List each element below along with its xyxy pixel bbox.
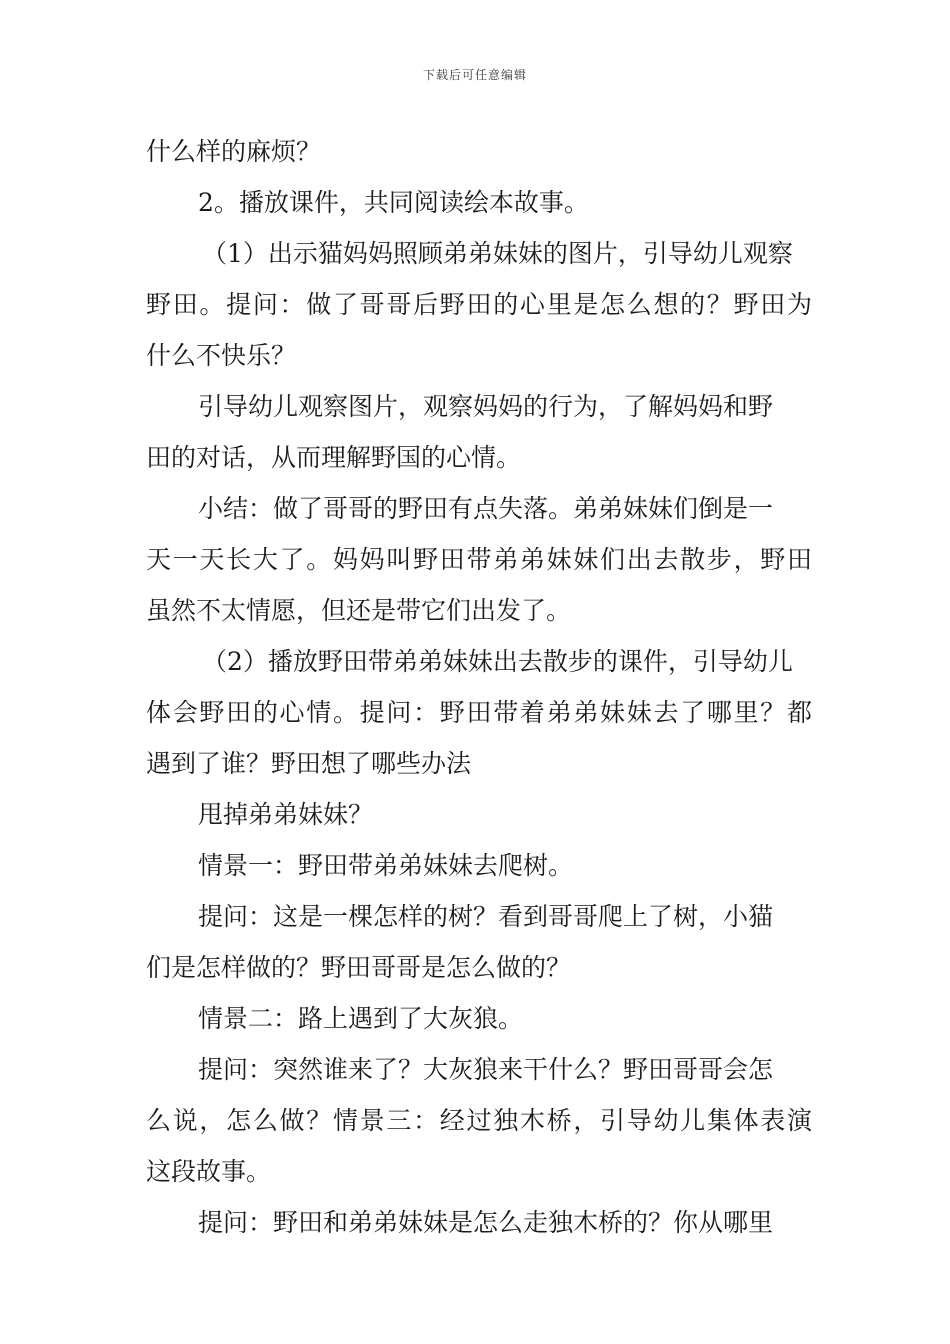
text-line: （2）播放野田带弟弟妹妹出去散步的课件，引导幼儿 [202,647,793,676]
text-line: 么说，怎么做？情景三：经过独木桥，引导幼儿集体表演 [146,1106,812,1135]
text-line: 们是怎样做的？野田哥哥是怎么做的？ [146,953,572,982]
text-line: 情景一：野田带弟弟妹妹去爬树。 [198,851,574,880]
text-line: 虽然不太情愿，但还是带它们出发了。 [146,596,572,625]
text-line: 田的对话，从而理解野国的心情。 [146,443,522,472]
text-line: 什么不快乐？ [146,341,297,370]
text-line: 天一天长大了。妈妈叫野田带弟弟妹妹们出去散步，野田 [146,545,812,574]
text-line: 提问：这是一棵怎样的树？看到哥哥爬上了树，小猫 [198,902,774,931]
text-line: 遇到了谁？野田想了哪些办法 [146,749,472,778]
page-header-note: 下载后可任意编辑 [422,68,527,82]
text-line: 情景二：路上遇到了大灰狼。 [198,1004,524,1033]
text-line: 甩掉弟弟妹妹？ [198,800,374,829]
document-body [146,126,812,1248]
text-line: 这段故事。 [146,1157,272,1186]
text-line: （1）出示猫妈妈照顾弟弟妹妹的图片，引导幼儿观察 [202,239,793,268]
text-line: 提问：突然谁来了？大灰狼来干什么？野田哥哥会怎 [198,1055,774,1084]
text-line: 什么样的麻烦？ [146,137,322,166]
text-line: 引导幼儿观察图片，观察妈妈的行为，了解妈妈和野 [198,392,774,421]
text-line: 2。播放课件，共同阅读绘本故事。 [198,188,589,217]
text-line: 提问：野田和弟弟妹妹是怎么走独木桥的？你从哪里 [198,1208,774,1237]
text-line: 小结：做了哥哥的野田有点失落。弟弟妹妹们倒是一 [198,494,774,523]
text-line: 野田。提问：做了哥哥后野田的心里是怎么想的？野田为 [146,290,812,319]
text-line: 体会野田的心情。提问：野田带着弟弟妹妹去了哪里？都 [146,698,812,727]
